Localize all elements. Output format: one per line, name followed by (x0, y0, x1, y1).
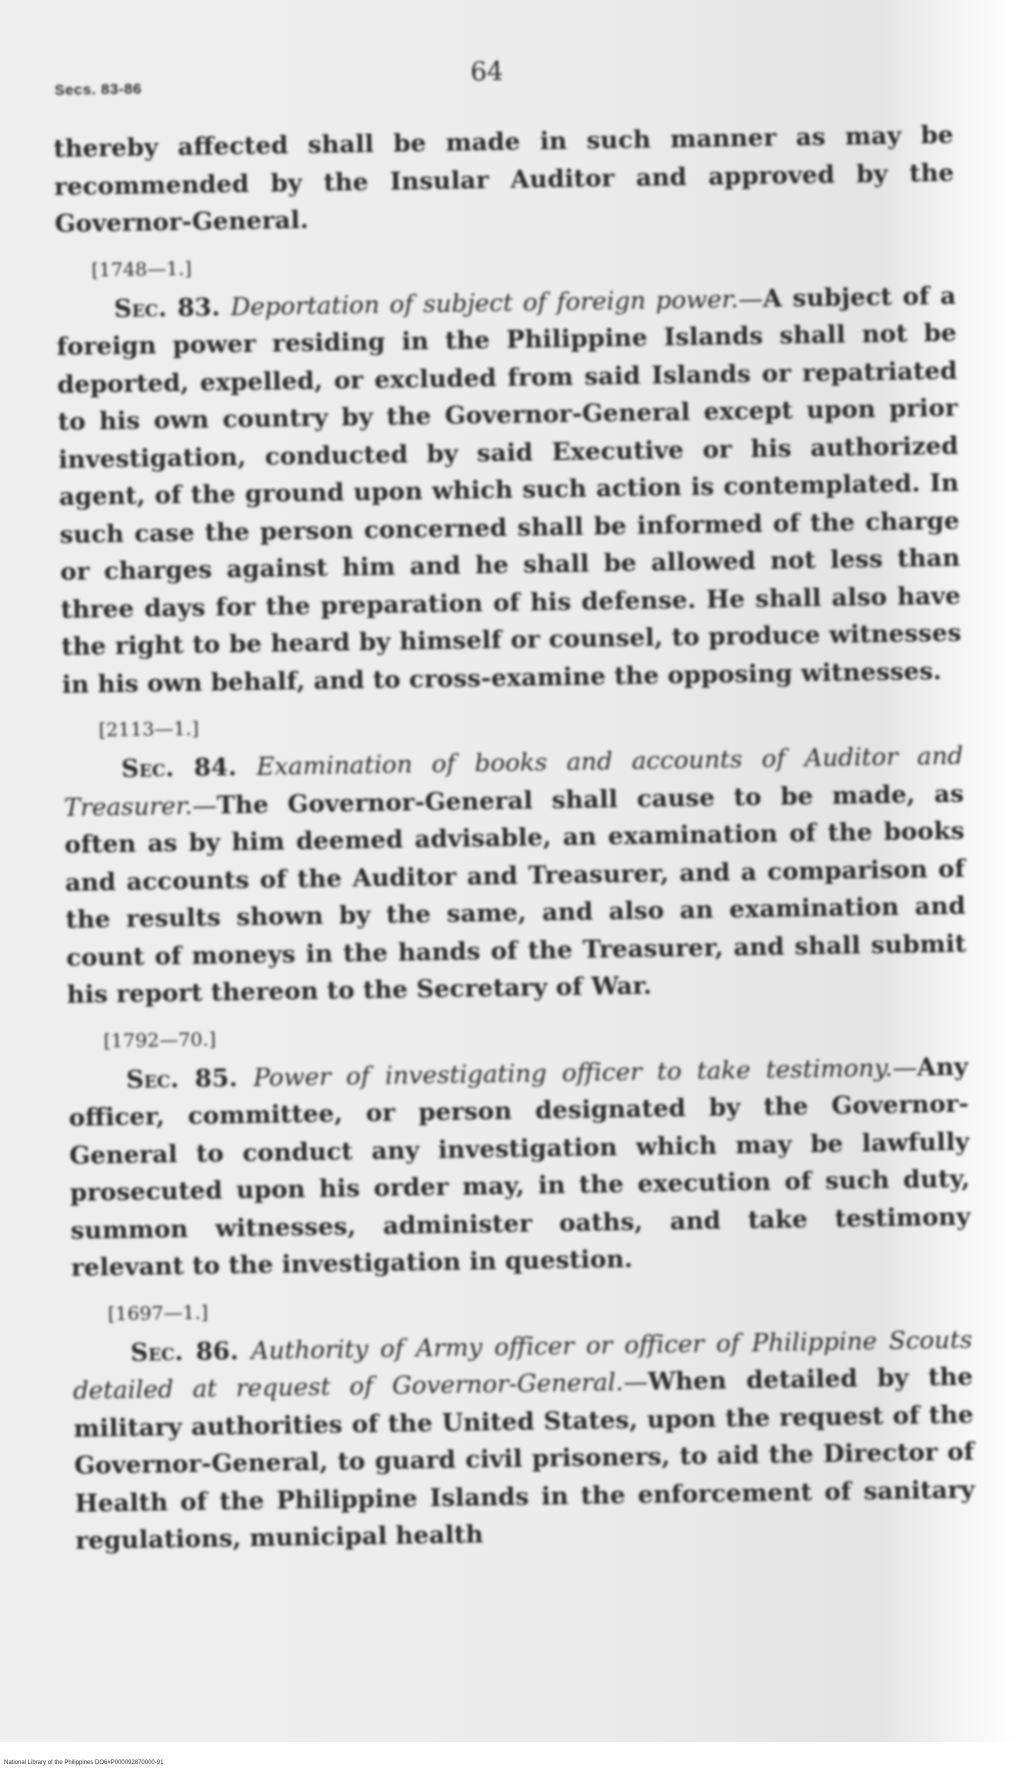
source-reference: [1697—1.] (107, 1301, 209, 1325)
section-title: Authority of Army officer or officer of Philippine Scouts detailed at request of Governor-General.— (72, 1324, 973, 1405)
source-reference: [1792—70.] (103, 1028, 217, 1052)
page-header (52, 36, 953, 130)
section-label: Sec. 84. (121, 752, 237, 783)
section-85 (67, 1013, 971, 1286)
page-content (52, 36, 976, 1559)
section-paragraph (56, 276, 962, 703)
section-label: Sec. 85. (125, 1062, 238, 1094)
section-text: The Governor-General shall cause to be made, as often as by him deemed advisable, an examination of the books and accounts of the Auditor and Treasurer, and a comparison of the results shown by the same, and also an examination and count of moneys in the hands of the Treasurer, and shall submit his report thereon to the Secretary of War. (64, 778, 967, 1009)
section-paragraph (72, 1320, 975, 1559)
section-text: Any officer, committee, or person designated by the Governor-General to conduct any investigation which may be lawfully prosecuted upon his order may, in the execution of such duty, summon witnesses, administer oaths, and take testimony relevant to the investigation in question. (68, 1051, 971, 1282)
section-text: When detailed by the military authorities of the United States, upon the request of the Governor-General, to guard civil prisoners, to aid the Director of Health of the Philippine Islands in the enforcement of sanitary regulations, municipal health (73, 1361, 975, 1555)
section-text: A subject of a foreign power residing in the Philippine Islands shall not be deported, expelled, or excluded from said Islands or repatriated to his own country by the Governor-General except upon prior investigation, conducted by said Executive or his authorized agent, of the ground upon which such action is contemplated. In such case the person concerned shall be informed of the charge or charges against him and he shall be allowed not less than three days for the preparation of his defense. He shall also have the right to be heard by himself or counsel, to produce witnesses in his own behalf, and to cross-examine the opposing witnesses. (56, 280, 962, 699)
section-title: Deportation of subject of foreign power.— (230, 283, 764, 321)
section-label: Sec. 83. (113, 291, 221, 323)
section-84 (62, 703, 967, 1014)
section-83 (55, 242, 962, 703)
section-label: Sec. 86. (130, 1335, 239, 1367)
section-title: Examination of books and accounts of Auditor and Treasurer.— (63, 740, 964, 822)
source-reference: [2113—1.] (98, 717, 200, 742)
section-paragraph (68, 1047, 971, 1286)
source-reference: [1748—1.] (91, 257, 192, 281)
page-number: 64 (470, 56, 504, 88)
continuation-paragraph: thereby affected shall be made in such manner as may be recommended by the Insular Auditor and approved by the Governor-General. (53, 119, 955, 238)
section-86 (72, 1286, 976, 1559)
section-paragraph (63, 737, 967, 1014)
scan-credit: National Library of the Philippines DO6#P000092870000-91 (4, 1760, 164, 1766)
section-range: Secs. 83-86 (54, 80, 142, 99)
section-title: Power of investigating officer to take testimony.— (253, 1052, 918, 1092)
